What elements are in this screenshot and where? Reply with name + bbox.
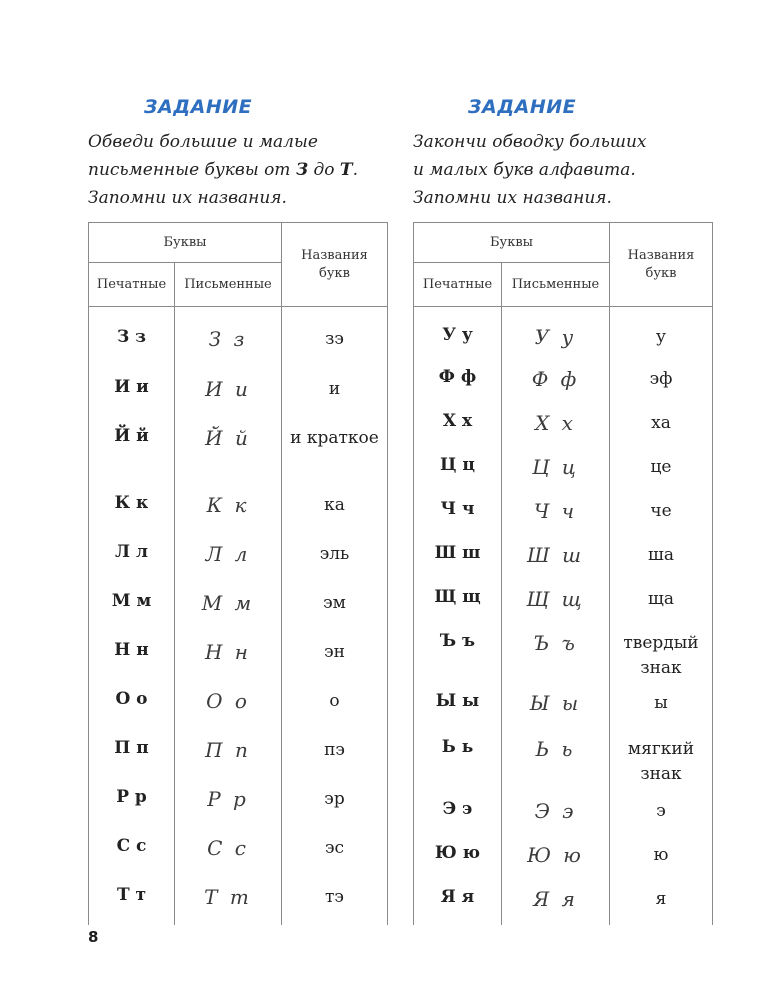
script-letters: Я я <box>533 886 578 911</box>
print-letters-cell <box>414 833 502 877</box>
print-letters: У у <box>442 325 473 345</box>
letter-name-cell <box>282 414 388 481</box>
print-letters-cell <box>89 824 175 873</box>
table-row <box>89 365 388 414</box>
names-header: Названия букв <box>282 223 388 307</box>
table-row <box>414 577 713 621</box>
letter-name-cell <box>610 727 713 789</box>
script-letters-cell <box>502 357 610 401</box>
print-letters: И и <box>114 376 149 397</box>
instruction-line: Запомни их названия. <box>88 188 287 208</box>
print-letters: О о <box>115 688 148 709</box>
letter-name-cell <box>610 877 713 925</box>
script-letters-cell <box>502 789 610 833</box>
print-letters: К к <box>114 492 149 513</box>
print-letters-cell <box>414 307 502 357</box>
table-row <box>414 533 713 577</box>
print-letters: З з <box>116 327 147 347</box>
print-letters-cell <box>89 873 175 925</box>
table-row <box>89 530 388 579</box>
letter-name-cell <box>282 628 388 677</box>
script-letters: Й й <box>205 425 251 450</box>
table-row <box>414 681 713 727</box>
print-letters-cell <box>89 628 175 677</box>
script-letters-cell <box>502 621 610 681</box>
letter-name-cell <box>282 873 388 925</box>
letter-name-cell <box>610 401 713 445</box>
instruction-text: письменные буквы от <box>88 160 296 180</box>
instruction-line: Обведи большие и малые <box>88 132 318 152</box>
script-letters-cell <box>175 414 282 481</box>
print-letters: М м <box>111 590 152 611</box>
names-header: Названия букв <box>610 223 713 307</box>
table-row <box>89 481 388 530</box>
script-letters-cell <box>502 489 610 533</box>
print-letters-cell <box>89 530 175 579</box>
letter-name-cell <box>610 357 713 401</box>
script-letters: О о <box>206 688 250 713</box>
script-letters-cell <box>175 726 282 775</box>
table-row <box>89 824 388 873</box>
letter-name: эм <box>323 592 346 613</box>
print-letters: С с <box>116 835 147 856</box>
script-header: Письменные <box>502 263 610 307</box>
letter-name-cell <box>610 445 713 489</box>
script-letters-cell <box>175 530 282 579</box>
letter-name: ка <box>324 494 345 515</box>
script-letters: Ч ч <box>533 498 578 523</box>
script-letters-cell <box>175 365 282 414</box>
script-letters: Ф ф <box>531 366 580 391</box>
print-letters: Ф ф <box>438 366 477 387</box>
table-row <box>89 775 388 824</box>
letters-header: Буквы <box>89 223 282 263</box>
right-task <box>413 92 713 212</box>
instruction-line: Закончи обводку больших <box>413 132 647 152</box>
table-row <box>414 401 713 445</box>
instruction-line <box>88 156 388 184</box>
letter-name: пэ <box>324 739 345 760</box>
script-letters-cell <box>502 533 610 577</box>
script-letters: У у <box>534 325 577 349</box>
task-instructions <box>413 128 713 212</box>
print-letters: Э э <box>442 798 473 819</box>
letter-to: Т <box>339 160 353 180</box>
script-letters-cell <box>175 775 282 824</box>
script-letters-cell <box>502 833 610 877</box>
print-letters: Р р <box>116 786 147 807</box>
print-letters: Я я <box>440 886 475 907</box>
table-row <box>89 628 388 677</box>
letter-name: тэ <box>325 886 344 907</box>
script-letters: Т т <box>204 884 252 909</box>
print-letters-cell <box>414 789 502 833</box>
print-letters: Т т <box>116 884 147 905</box>
print-letters: П п <box>114 737 149 758</box>
script-letters: Ь ь <box>535 736 576 761</box>
print-letters-cell <box>414 401 502 445</box>
letter-name-cell <box>610 681 713 727</box>
print-letters: Л л <box>115 541 148 562</box>
letter-name-cell <box>282 824 388 873</box>
table-row <box>414 789 713 833</box>
script-letters-cell <box>175 677 282 726</box>
table-row <box>414 357 713 401</box>
letter-name: эр <box>324 788 345 809</box>
print-letters-cell <box>414 681 502 727</box>
letter-name: у <box>655 327 666 347</box>
task-heading: ЗАДАНИЕ <box>468 96 577 118</box>
instruction-line: и малых букв алфавита. <box>413 160 636 180</box>
letter-name-cell <box>610 621 713 681</box>
instruction-line: Запомни их названия. <box>413 188 612 208</box>
letter-name: э <box>656 800 666 821</box>
print-letters-cell <box>414 445 502 489</box>
task-instructions <box>88 128 388 212</box>
table-row <box>414 877 713 925</box>
script-letters-cell <box>175 628 282 677</box>
letter-name: ы <box>654 692 668 713</box>
print-letters-cell <box>89 414 175 481</box>
print-letters: Ы ы <box>435 690 480 711</box>
print-letters-cell <box>89 775 175 824</box>
print-letters: Ю ю <box>434 842 481 863</box>
script-letters-cell <box>502 877 610 925</box>
letter-name-cell <box>282 726 388 775</box>
letter-name: ю <box>653 844 669 865</box>
letter-name: ша <box>648 544 674 565</box>
print-letters: Х х <box>442 410 473 431</box>
letter-name-cell <box>282 481 388 530</box>
table-row <box>414 621 713 681</box>
table-row <box>414 307 713 357</box>
letter-name: и <box>328 378 341 399</box>
letter-name: эс <box>324 837 345 858</box>
script-letters: М м <box>201 590 255 615</box>
print-letters-cell <box>89 307 175 365</box>
script-letters: Р р <box>207 786 249 811</box>
print-letters-cell <box>89 677 175 726</box>
print-letters: Ш ш <box>434 542 481 563</box>
script-letters-cell <box>502 577 610 621</box>
table-row <box>414 727 713 789</box>
letter-name-cell <box>282 677 388 726</box>
letter-name: твердый знак <box>623 632 699 678</box>
print-header: Печатные <box>414 263 502 307</box>
script-letters-cell <box>175 579 282 628</box>
print-letters-cell <box>414 877 502 925</box>
letter-name: зэ <box>325 329 344 349</box>
script-header: Письменные <box>175 263 282 307</box>
letter-name: и краткое <box>290 427 379 448</box>
script-letters: С с <box>207 835 249 860</box>
letter-name: ща <box>648 588 674 609</box>
script-letters: Ы ы <box>529 690 582 715</box>
script-letters-cell <box>175 824 282 873</box>
print-letters-cell <box>414 533 502 577</box>
script-letters-cell <box>502 727 610 789</box>
script-letters: Ш ш <box>526 542 585 567</box>
letter-name-cell <box>610 833 713 877</box>
print-letters: Н н <box>114 639 149 660</box>
print-letters-cell <box>89 579 175 628</box>
script-letters-cell <box>502 401 610 445</box>
script-letters: Э э <box>534 798 577 823</box>
print-letters: Щ щ <box>434 586 481 607</box>
table-row <box>89 726 388 775</box>
letter-name: о <box>329 690 340 711</box>
print-letters: Й й <box>114 425 149 446</box>
letters-header: Буквы <box>414 223 610 263</box>
script-letters: Н н <box>205 639 251 664</box>
print-letters-cell <box>414 727 502 789</box>
script-letters-cell <box>175 873 282 925</box>
letter-name: це <box>650 456 672 477</box>
script-letters-cell <box>502 681 610 727</box>
script-letters: Щ щ <box>526 586 585 611</box>
print-letters: Ч ч <box>440 498 475 519</box>
print-letters-cell <box>414 621 502 681</box>
letter-name-cell <box>282 530 388 579</box>
script-letters: Ъ ъ <box>533 630 578 655</box>
print-letters: Ц ц <box>440 454 475 475</box>
table-row <box>89 307 388 365</box>
letter-name-cell <box>610 307 713 357</box>
letter-name-cell <box>610 533 713 577</box>
letter-name-cell <box>282 365 388 414</box>
script-letters-cell <box>502 445 610 489</box>
letter-from: З <box>295 160 309 180</box>
letter-name-cell <box>282 775 388 824</box>
script-letters: Х х <box>535 410 576 435</box>
script-letters: Ц ц <box>532 454 579 479</box>
script-letters: З з <box>208 327 248 351</box>
script-letters-cell <box>175 481 282 530</box>
print-letters: Ъ ъ <box>439 630 476 651</box>
print-letters-cell <box>89 481 175 530</box>
table-row <box>89 579 388 628</box>
letter-name: ха <box>651 412 671 433</box>
letter-name: че <box>650 500 672 521</box>
script-letters-cell <box>175 307 282 365</box>
table-row <box>414 445 713 489</box>
script-letters-cell <box>502 307 610 357</box>
table-row <box>414 833 713 877</box>
letter-name: мягкий знак <box>627 738 695 784</box>
left-task <box>88 92 388 212</box>
table-row <box>89 414 388 481</box>
script-letters: П п <box>205 737 251 762</box>
print-letters: Ь ь <box>441 736 474 757</box>
print-letters-cell <box>89 365 175 414</box>
table-row <box>89 873 388 925</box>
letter-name-cell <box>282 579 388 628</box>
instruction-text: . <box>352 160 358 180</box>
instruction-text: до <box>308 160 340 180</box>
task-heading: ЗАДАНИЕ <box>144 96 253 118</box>
print-letters-cell <box>414 489 502 533</box>
page-number: 8 <box>88 928 99 946</box>
alphabet-table-right <box>413 222 713 925</box>
table-row <box>414 489 713 533</box>
print-letters-cell <box>414 357 502 401</box>
letter-name-cell <box>610 489 713 533</box>
script-letters: Л л <box>205 541 251 566</box>
print-letters-cell <box>414 577 502 621</box>
letter-name: я <box>655 888 667 909</box>
script-letters: Ю ю <box>527 842 584 867</box>
letter-name-cell <box>282 307 388 365</box>
letter-name-cell <box>610 577 713 621</box>
print-letters-cell <box>89 726 175 775</box>
print-header: Печатные <box>89 263 175 307</box>
letter-name: эф <box>649 368 673 389</box>
table-row <box>89 677 388 726</box>
letter-name: эн <box>324 641 345 662</box>
script-letters: К к <box>206 492 250 517</box>
script-letters: И и <box>205 376 251 401</box>
letter-name-cell <box>610 789 713 833</box>
letter-name: эль <box>319 543 350 564</box>
alphabet-table-left <box>88 222 388 925</box>
